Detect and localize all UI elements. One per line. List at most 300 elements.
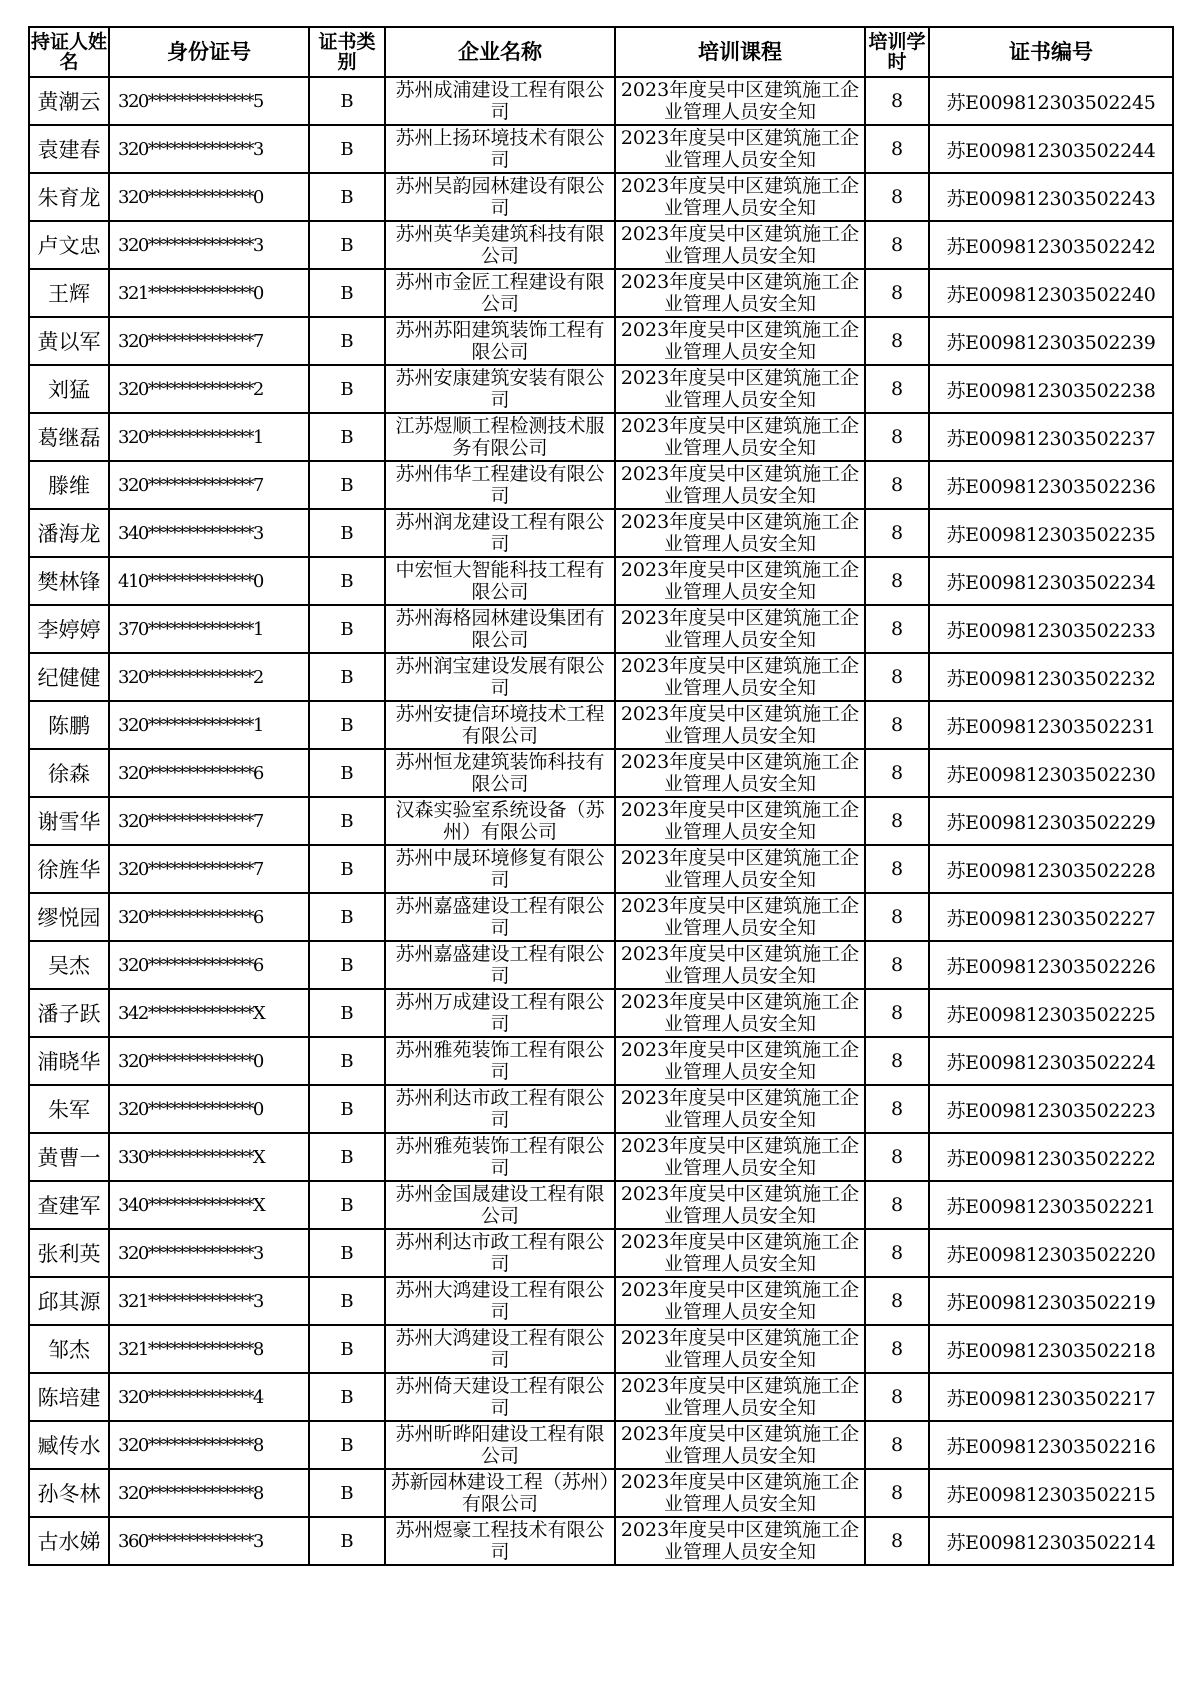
cell-company-text: 苏州金国晟建设工程有限公司 <box>395 1183 605 1227</box>
cell-hours: 8 <box>865 1373 929 1421</box>
cell-name: 樊林锋 <box>29 557 109 605</box>
cell-course-text: 2023年度吴中区建筑施工企业管理人员安全知 <box>620 1327 860 1371</box>
cell-cert-number: 苏E009812303502214 <box>929 1517 1173 1565</box>
cell-course <box>615 413 865 461</box>
cell-name: 徐森 <box>29 749 109 797</box>
cell-company <box>385 77 615 125</box>
cell-id-number: 320**************8 <box>109 1421 309 1469</box>
cell-course-text: 2023年度吴中区建筑施工企业管理人员安全知 <box>620 991 860 1035</box>
cell-company <box>385 413 615 461</box>
cell-id-number: 320**************8 <box>109 1469 309 1517</box>
cell-cert-class: B <box>309 77 385 125</box>
cell-company-text: 苏州成浦建设工程有限公司 <box>395 79 605 123</box>
cell-cert-class: B <box>309 1325 385 1373</box>
cell-course <box>615 509 865 557</box>
cell-company-text: 苏新园林建设工程（苏州）有限公司 <box>390 1471 610 1515</box>
cell-hours: 8 <box>865 317 929 365</box>
cell-cert-class: B <box>309 605 385 653</box>
table-row <box>29 557 1173 605</box>
cell-name: 张利英 <box>29 1229 109 1277</box>
cell-hours: 8 <box>865 413 929 461</box>
cell-id-number: 321**************3 <box>109 1277 309 1325</box>
cell-id-number: 320**************6 <box>109 749 309 797</box>
cell-name: 臧传水 <box>29 1421 109 1469</box>
cell-cert-class: B <box>309 1085 385 1133</box>
cell-company <box>385 845 615 893</box>
table-row <box>29 701 1173 749</box>
cell-company <box>385 173 615 221</box>
cell-hours: 8 <box>865 653 929 701</box>
table-row <box>29 749 1173 797</box>
cell-cert-number: 苏E009812303502235 <box>929 509 1173 557</box>
cell-id-number: 320**************0 <box>109 1037 309 1085</box>
table-row <box>29 1085 1173 1133</box>
cell-hours: 8 <box>865 893 929 941</box>
cell-course-text: 2023年度吴中区建筑施工企业管理人员安全知 <box>620 367 860 411</box>
cell-company <box>385 1373 615 1421</box>
cell-hours: 8 <box>865 1229 929 1277</box>
cell-hours: 8 <box>865 557 929 605</box>
cell-id-number: 320**************7 <box>109 317 309 365</box>
cell-course-text: 2023年度吴中区建筑施工企业管理人员安全知 <box>620 223 860 267</box>
cell-cert-class: B <box>309 845 385 893</box>
cell-company-text: 苏州大鸿建设工程有限公司 <box>395 1327 605 1371</box>
cell-id-number: 320**************3 <box>109 221 309 269</box>
cell-id-number: 342**************X <box>109 989 309 1037</box>
cell-course-text: 2023年度吴中区建筑施工企业管理人员安全知 <box>620 79 860 123</box>
cell-company <box>385 653 615 701</box>
cell-course-text: 2023年度吴中区建筑施工企业管理人员安全知 <box>620 1423 860 1467</box>
cell-cert-number: 苏E009812303502216 <box>929 1421 1173 1469</box>
cell-name: 潘海龙 <box>29 509 109 557</box>
cell-course <box>615 1085 865 1133</box>
cell-course <box>615 989 865 1037</box>
cell-company <box>385 941 615 989</box>
cell-hours: 8 <box>865 509 929 557</box>
cell-course-text: 2023年度吴中区建筑施工企业管理人员安全知 <box>620 1519 860 1563</box>
cell-cert-number: 苏E009812303502236 <box>929 461 1173 509</box>
header-class: 证书类别 <box>309 27 385 77</box>
cell-company <box>385 509 615 557</box>
cell-hours: 8 <box>865 1469 929 1517</box>
cell-id-number: 320**************1 <box>109 701 309 749</box>
table-row <box>29 317 1173 365</box>
cell-cert-number: 苏E009812303502228 <box>929 845 1173 893</box>
cell-id-number: 410**************0 <box>109 557 309 605</box>
cell-id-number: 321**************8 <box>109 1325 309 1373</box>
cell-cert-class: B <box>309 797 385 845</box>
cell-company <box>385 989 615 1037</box>
cell-cert-number: 苏E009812303502233 <box>929 605 1173 653</box>
cell-name: 吴杰 <box>29 941 109 989</box>
table-row <box>29 461 1173 509</box>
table-row <box>29 605 1173 653</box>
cell-cert-number: 苏E009812303502237 <box>929 413 1173 461</box>
cell-company-text: 苏州利达市政工程有限公司 <box>395 1087 605 1131</box>
cell-company-text: 苏州万成建设工程有限公司 <box>395 991 605 1035</box>
table-row <box>29 77 1173 125</box>
cell-name: 黄以军 <box>29 317 109 365</box>
cell-cert-number: 苏E009812303502224 <box>929 1037 1173 1085</box>
cell-id-number: 321**************0 <box>109 269 309 317</box>
cell-cert-number: 苏E009812303502245 <box>929 77 1173 125</box>
cell-course <box>615 1277 865 1325</box>
cell-cert-class: B <box>309 1421 385 1469</box>
header-row <box>29 27 1173 77</box>
cell-cert-class: B <box>309 1277 385 1325</box>
cell-course-text: 2023年度吴中区建筑施工企业管理人员安全知 <box>620 703 860 747</box>
cell-name: 缪悦园 <box>29 893 109 941</box>
cell-cert-class: B <box>309 749 385 797</box>
cell-course-text: 2023年度吴中区建筑施工企业管理人员安全知 <box>620 1231 860 1275</box>
cell-name: 陈鹏 <box>29 701 109 749</box>
cell-name: 卢文忠 <box>29 221 109 269</box>
cell-course-text: 2023年度吴中区建筑施工企业管理人员安全知 <box>620 463 860 507</box>
cell-course-text: 2023年度吴中区建筑施工企业管理人员安全知 <box>620 1039 860 1083</box>
table-row <box>29 1421 1173 1469</box>
cell-id-number: 320**************6 <box>109 893 309 941</box>
cell-cert-class: B <box>309 1373 385 1421</box>
cell-course <box>615 1421 865 1469</box>
header-hours: 培训学时 <box>865 27 929 77</box>
header-name: 持证人姓名 <box>29 27 109 77</box>
cell-hours: 8 <box>865 77 929 125</box>
cell-company-text: 苏州昕晔阳建设工程有限公司 <box>395 1423 605 1467</box>
cell-course-text: 2023年度吴中区建筑施工企业管理人员安全知 <box>620 847 860 891</box>
cell-company <box>385 1181 615 1229</box>
table-row <box>29 1229 1173 1277</box>
cell-course <box>615 77 865 125</box>
table-row <box>29 125 1173 173</box>
cell-cert-class: B <box>309 893 385 941</box>
cell-name: 邱其源 <box>29 1277 109 1325</box>
cell-id-number: 360**************3 <box>109 1517 309 1565</box>
cell-course <box>615 173 865 221</box>
cell-course-text: 2023年度吴中区建筑施工企业管理人员安全知 <box>620 895 860 939</box>
cell-course <box>615 1325 865 1373</box>
table-row <box>29 1037 1173 1085</box>
cell-company <box>385 1325 615 1373</box>
cell-cert-number: 苏E009812303502240 <box>929 269 1173 317</box>
cell-course-text: 2023年度吴中区建筑施工企业管理人员安全知 <box>620 1375 860 1419</box>
cell-course-text: 2023年度吴中区建筑施工企业管理人员安全知 <box>620 751 860 795</box>
cell-cert-number: 苏E009812303502244 <box>929 125 1173 173</box>
cell-course <box>615 461 865 509</box>
table-row <box>29 1517 1173 1565</box>
cell-course <box>615 365 865 413</box>
cell-company <box>385 557 615 605</box>
cell-name: 孙冬林 <box>29 1469 109 1517</box>
cell-cert-class: B <box>309 989 385 1037</box>
cell-company <box>385 701 615 749</box>
cell-name: 查建军 <box>29 1181 109 1229</box>
cell-cert-number: 苏E009812303502218 <box>929 1325 1173 1373</box>
cell-id-number: 320**************0 <box>109 173 309 221</box>
table-row <box>29 1181 1173 1229</box>
cell-company-text: 苏州英华美建筑科技有限公司 <box>395 223 605 267</box>
table-row <box>29 1373 1173 1421</box>
cell-name: 李婷婷 <box>29 605 109 653</box>
cell-cert-number: 苏E009812303502234 <box>929 557 1173 605</box>
cell-cert-class: B <box>309 557 385 605</box>
cell-hours: 8 <box>865 1181 929 1229</box>
cell-company-text: 苏州嘉盛建设工程有限公司 <box>395 943 605 987</box>
cell-cert-class: B <box>309 461 385 509</box>
cell-hours: 8 <box>865 1277 929 1325</box>
table-row <box>29 1277 1173 1325</box>
cell-id-number: 320**************7 <box>109 845 309 893</box>
cell-cert-number: 苏E009812303502227 <box>929 893 1173 941</box>
cell-hours: 8 <box>865 605 929 653</box>
cell-company <box>385 125 615 173</box>
cell-course-text: 2023年度吴中区建筑施工企业管理人员安全知 <box>620 175 860 219</box>
cell-hours: 8 <box>865 1085 929 1133</box>
cell-cert-number: 苏E009812303502242 <box>929 221 1173 269</box>
cell-course-text: 2023年度吴中区建筑施工企业管理人员安全知 <box>620 1471 860 1515</box>
cell-company-text: 苏州嘉盛建设工程有限公司 <box>395 895 605 939</box>
cell-company-text: 苏州市金匠工程建设有限公司 <box>395 271 605 315</box>
cell-id-number: 340**************X <box>109 1181 309 1229</box>
cell-cert-number: 苏E009812303502220 <box>929 1229 1173 1277</box>
cell-name: 黄潮云 <box>29 77 109 125</box>
cell-course-text: 2023年度吴中区建筑施工企业管理人员安全知 <box>620 655 860 699</box>
cell-cert-class: B <box>309 317 385 365</box>
cell-hours: 8 <box>865 365 929 413</box>
cell-company-text: 江苏煜顺工程检测技术服务有限公司 <box>395 415 605 459</box>
cell-id-number: 320**************7 <box>109 461 309 509</box>
cell-hours: 8 <box>865 1421 929 1469</box>
cell-cert-number: 苏E009812303502243 <box>929 173 1173 221</box>
cell-name: 纪健健 <box>29 653 109 701</box>
cell-company-text: 苏州海格园林建设集团有限公司 <box>395 607 605 651</box>
table-row <box>29 845 1173 893</box>
cell-course <box>615 557 865 605</box>
cell-company <box>385 1517 615 1565</box>
cell-course <box>615 653 865 701</box>
cell-cert-number: 苏E009812303502225 <box>929 989 1173 1037</box>
cell-course <box>615 125 865 173</box>
header-id: 身份证号 <box>109 27 309 77</box>
cell-hours: 8 <box>865 989 929 1037</box>
cell-course <box>615 1037 865 1085</box>
header-course: 培训课程 <box>615 27 865 77</box>
cell-course-text: 2023年度吴中区建筑施工企业管理人员安全知 <box>620 127 860 171</box>
cell-cert-number: 苏E009812303502219 <box>929 1277 1173 1325</box>
cell-company <box>385 605 615 653</box>
cell-id-number: 320**************0 <box>109 1085 309 1133</box>
cell-hours: 8 <box>865 749 929 797</box>
cell-company-text: 苏州润龙建设工程有限公司 <box>395 511 605 555</box>
cell-course-text: 2023年度吴中区建筑施工企业管理人员安全知 <box>620 511 860 555</box>
cell-course <box>615 1229 865 1277</box>
table-row <box>29 1469 1173 1517</box>
cell-cert-class: B <box>309 125 385 173</box>
cell-company <box>385 797 615 845</box>
cell-cert-class: B <box>309 365 385 413</box>
cell-company-text: 苏州伟华工程建设有限公司 <box>395 463 605 507</box>
table-body <box>29 77 1173 1565</box>
cell-course <box>615 1517 865 1565</box>
cell-company <box>385 749 615 797</box>
cell-company <box>385 317 615 365</box>
cell-cert-number: 苏E009812303502239 <box>929 317 1173 365</box>
cell-hours: 8 <box>865 1325 929 1373</box>
cell-cert-number: 苏E009812303502231 <box>929 701 1173 749</box>
cell-company-text: 苏州安康建筑安装有限公司 <box>395 367 605 411</box>
cell-company <box>385 1421 615 1469</box>
cell-id-number: 320**************1 <box>109 413 309 461</box>
table-row <box>29 365 1173 413</box>
table-row <box>29 893 1173 941</box>
cell-company <box>385 365 615 413</box>
table-row <box>29 509 1173 557</box>
cell-name: 王辉 <box>29 269 109 317</box>
table-row <box>29 413 1173 461</box>
cell-id-number: 320**************3 <box>109 1229 309 1277</box>
cell-cert-class: B <box>309 1469 385 1517</box>
cell-company <box>385 269 615 317</box>
cell-course <box>615 1181 865 1229</box>
header-cert: 证书编号 <box>929 27 1173 77</box>
cell-course <box>615 317 865 365</box>
cell-company <box>385 1229 615 1277</box>
cell-id-number: 370**************1 <box>109 605 309 653</box>
cell-cert-class: B <box>309 173 385 221</box>
table-row <box>29 797 1173 845</box>
cell-hours: 8 <box>865 1517 929 1565</box>
cell-id-number: 320**************7 <box>109 797 309 845</box>
table-row <box>29 221 1173 269</box>
cell-name: 徐旌华 <box>29 845 109 893</box>
cell-hours: 8 <box>865 797 929 845</box>
cell-course-text: 2023年度吴中区建筑施工企业管理人员安全知 <box>620 799 860 843</box>
cell-cert-number: 苏E009812303502223 <box>929 1085 1173 1133</box>
cell-company-text: 苏州苏阳建筑装饰工程有限公司 <box>395 319 605 363</box>
cell-company <box>385 1037 615 1085</box>
cell-company-text: 苏州雅苑装饰工程有限公司 <box>395 1039 605 1083</box>
cell-company-text: 苏州吴韵园林建设有限公司 <box>395 175 605 219</box>
cell-hours: 8 <box>865 269 929 317</box>
table-row <box>29 653 1173 701</box>
cell-id-number: 320**************5 <box>109 77 309 125</box>
cell-name: 袁建春 <box>29 125 109 173</box>
cell-company <box>385 221 615 269</box>
cell-company-text: 苏州利达市政工程有限公司 <box>395 1231 605 1275</box>
cell-company-text: 苏州润宝建设发展有限公司 <box>395 655 605 699</box>
header-company: 企业名称 <box>385 27 615 77</box>
cell-name: 邹杰 <box>29 1325 109 1373</box>
table-row <box>29 269 1173 317</box>
cell-cert-class: B <box>309 701 385 749</box>
cell-id-number: 320**************6 <box>109 941 309 989</box>
cell-company-text: 汉森实验室系统设备（苏州）有限公司 <box>395 799 605 843</box>
cell-course <box>615 749 865 797</box>
cell-hours: 8 <box>865 125 929 173</box>
cell-company-text: 苏州恒龙建筑装饰科技有限公司 <box>395 751 605 795</box>
cell-name: 黄曹一 <box>29 1133 109 1181</box>
cell-cert-class: B <box>309 653 385 701</box>
cell-id-number: 320**************2 <box>109 365 309 413</box>
cell-cert-class: B <box>309 509 385 557</box>
cell-hours: 8 <box>865 701 929 749</box>
table-row <box>29 1133 1173 1181</box>
cell-cert-number: 苏E009812303502238 <box>929 365 1173 413</box>
cell-company <box>385 461 615 509</box>
cell-company <box>385 1277 615 1325</box>
certificate-sheet <box>28 26 1172 1634</box>
cell-hours: 8 <box>865 173 929 221</box>
cell-id-number: 320**************3 <box>109 125 309 173</box>
cell-course <box>615 893 865 941</box>
cell-course <box>615 1133 865 1181</box>
cell-hours: 8 <box>865 1133 929 1181</box>
cell-cert-number: 苏E009812303502229 <box>929 797 1173 845</box>
cell-name: 陈培建 <box>29 1373 109 1421</box>
cell-name: 谢雪华 <box>29 797 109 845</box>
cell-name: 浦晓华 <box>29 1037 109 1085</box>
cell-course <box>615 1373 865 1421</box>
cell-company-text: 苏州大鸿建设工程有限公司 <box>395 1279 605 1323</box>
cell-hours: 8 <box>865 221 929 269</box>
cell-hours: 8 <box>865 845 929 893</box>
cell-name: 朱育龙 <box>29 173 109 221</box>
cell-hours: 8 <box>865 461 929 509</box>
cell-cert-number: 苏E009812303502221 <box>929 1181 1173 1229</box>
cell-cert-class: B <box>309 1229 385 1277</box>
cell-cert-number: 苏E009812303502226 <box>929 941 1173 989</box>
cell-course-text: 2023年度吴中区建筑施工企业管理人员安全知 <box>620 943 860 987</box>
cell-course-text: 2023年度吴中区建筑施工企业管理人员安全知 <box>620 1183 860 1227</box>
cell-course <box>615 1469 865 1517</box>
cell-cert-number: 苏E009812303502232 <box>929 653 1173 701</box>
cell-name: 朱军 <box>29 1085 109 1133</box>
certificate-table <box>28 26 1174 1566</box>
cell-name: 古水娣 <box>29 1517 109 1565</box>
cell-id-number: 320**************2 <box>109 653 309 701</box>
cell-course-text: 2023年度吴中区建筑施工企业管理人员安全知 <box>620 607 860 651</box>
cell-course-text: 2023年度吴中区建筑施工企业管理人员安全知 <box>620 1279 860 1323</box>
cell-company <box>385 1469 615 1517</box>
cell-company-text: 苏州上扬环境技术有限公司 <box>395 127 605 171</box>
cell-cert-class: B <box>309 941 385 989</box>
cell-cert-number: 苏E009812303502222 <box>929 1133 1173 1181</box>
cell-id-number: 340**************3 <box>109 509 309 557</box>
cell-course <box>615 941 865 989</box>
cell-course-text: 2023年度吴中区建筑施工企业管理人员安全知 <box>620 271 860 315</box>
cell-cert-number: 苏E009812303502215 <box>929 1469 1173 1517</box>
cell-name: 刘猛 <box>29 365 109 413</box>
table-row <box>29 941 1173 989</box>
cell-course-text: 2023年度吴中区建筑施工企业管理人员安全知 <box>620 1135 860 1179</box>
cell-id-number: 320**************4 <box>109 1373 309 1421</box>
cell-course <box>615 797 865 845</box>
cell-cert-class: B <box>309 1517 385 1565</box>
cell-cert-class: B <box>309 1181 385 1229</box>
cell-company-text: 苏州煜豪工程技术有限公司 <box>395 1519 605 1563</box>
cell-course <box>615 221 865 269</box>
cell-cert-class: B <box>309 1133 385 1181</box>
cell-course-text: 2023年度吴中区建筑施工企业管理人员安全知 <box>620 559 860 603</box>
cell-cert-class: B <box>309 221 385 269</box>
cell-name: 葛继磊 <box>29 413 109 461</box>
cell-company-text: 中宏恒大智能科技工程有限公司 <box>395 559 605 603</box>
cell-company <box>385 1085 615 1133</box>
cell-course-text: 2023年度吴中区建筑施工企业管理人员安全知 <box>620 319 860 363</box>
cell-company-text: 苏州倚天建设工程有限公司 <box>395 1375 605 1419</box>
cell-cert-class: B <box>309 1037 385 1085</box>
cell-cert-class: B <box>309 269 385 317</box>
cell-company <box>385 893 615 941</box>
